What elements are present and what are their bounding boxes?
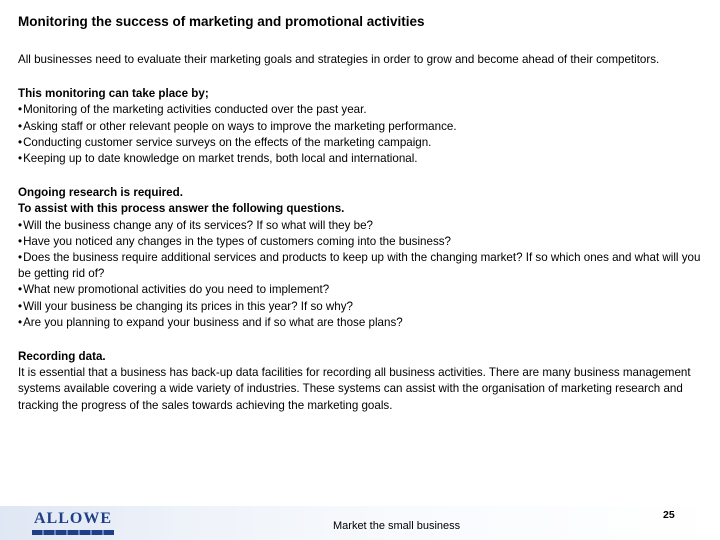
footer-label: Market the small business [333, 520, 461, 532]
slide-title: Monitoring the success of marketing and promotional activities [18, 14, 425, 29]
monitoring-bullet: • Asking staff or other relevant people on ways to improve the marketing performance. [18, 119, 702, 135]
research-subheading: To assist with this process answer the following questions. [18, 202, 345, 216]
logo-text: ALLOWE [33, 510, 112, 527]
research-block [18, 185, 702, 331]
research-heading: Ongoing research is required. [18, 186, 183, 200]
monitoring-bullet: • Monitoring of the marketing activities conducted over the past year. [18, 102, 702, 118]
slide-content [18, 52, 702, 432]
monitoring-bullet: • Keeping up to date knowledge on market trends, both local and international. [18, 151, 702, 167]
research-bullet: • Have you noticed any changes in the types of customers coming into the business? [18, 234, 702, 250]
intro-paragraph: All businesses need to evaluate their marketing goals and strategies in order to grow and become ahead of their competitors. [18, 53, 660, 66]
monitoring-heading: This monitoring can take place by; [18, 87, 209, 101]
monitoring-bullet: • Conducting customer service surveys on the effects of the marketing campaign. [18, 135, 702, 151]
recording-block [18, 349, 702, 414]
research-bullet: • Will your business be changing its prices in this year? If so why? [18, 299, 702, 315]
monitoring-block [18, 86, 702, 167]
allowe-logo [32, 510, 114, 536]
recording-heading: Recording data. [18, 350, 106, 364]
research-bullet: • Are you planning to expand your business and if so what are those plans? [18, 315, 702, 331]
research-bullet: • Does the business require additional services and products to keep up with the changing market? If so which ones and what will you be getting rid of? [18, 250, 702, 282]
recording-paragraph: It is essential that a business has back-up data facilities for recording all business activities. There are many business management systems available covering a wide variety of industries. These systems can assist with the organisation of marketing research and tracking the progress of the sales towards achieving the marketing goals. [18, 366, 691, 412]
research-bullet: • What new promotional activities do you need to implement? [18, 282, 702, 298]
page-number: 25 [663, 509, 675, 521]
intro-block [18, 52, 702, 68]
research-bullet: • Will the business change any of its services? If so what will they be? [18, 218, 702, 234]
logo-stripe [32, 530, 114, 535]
